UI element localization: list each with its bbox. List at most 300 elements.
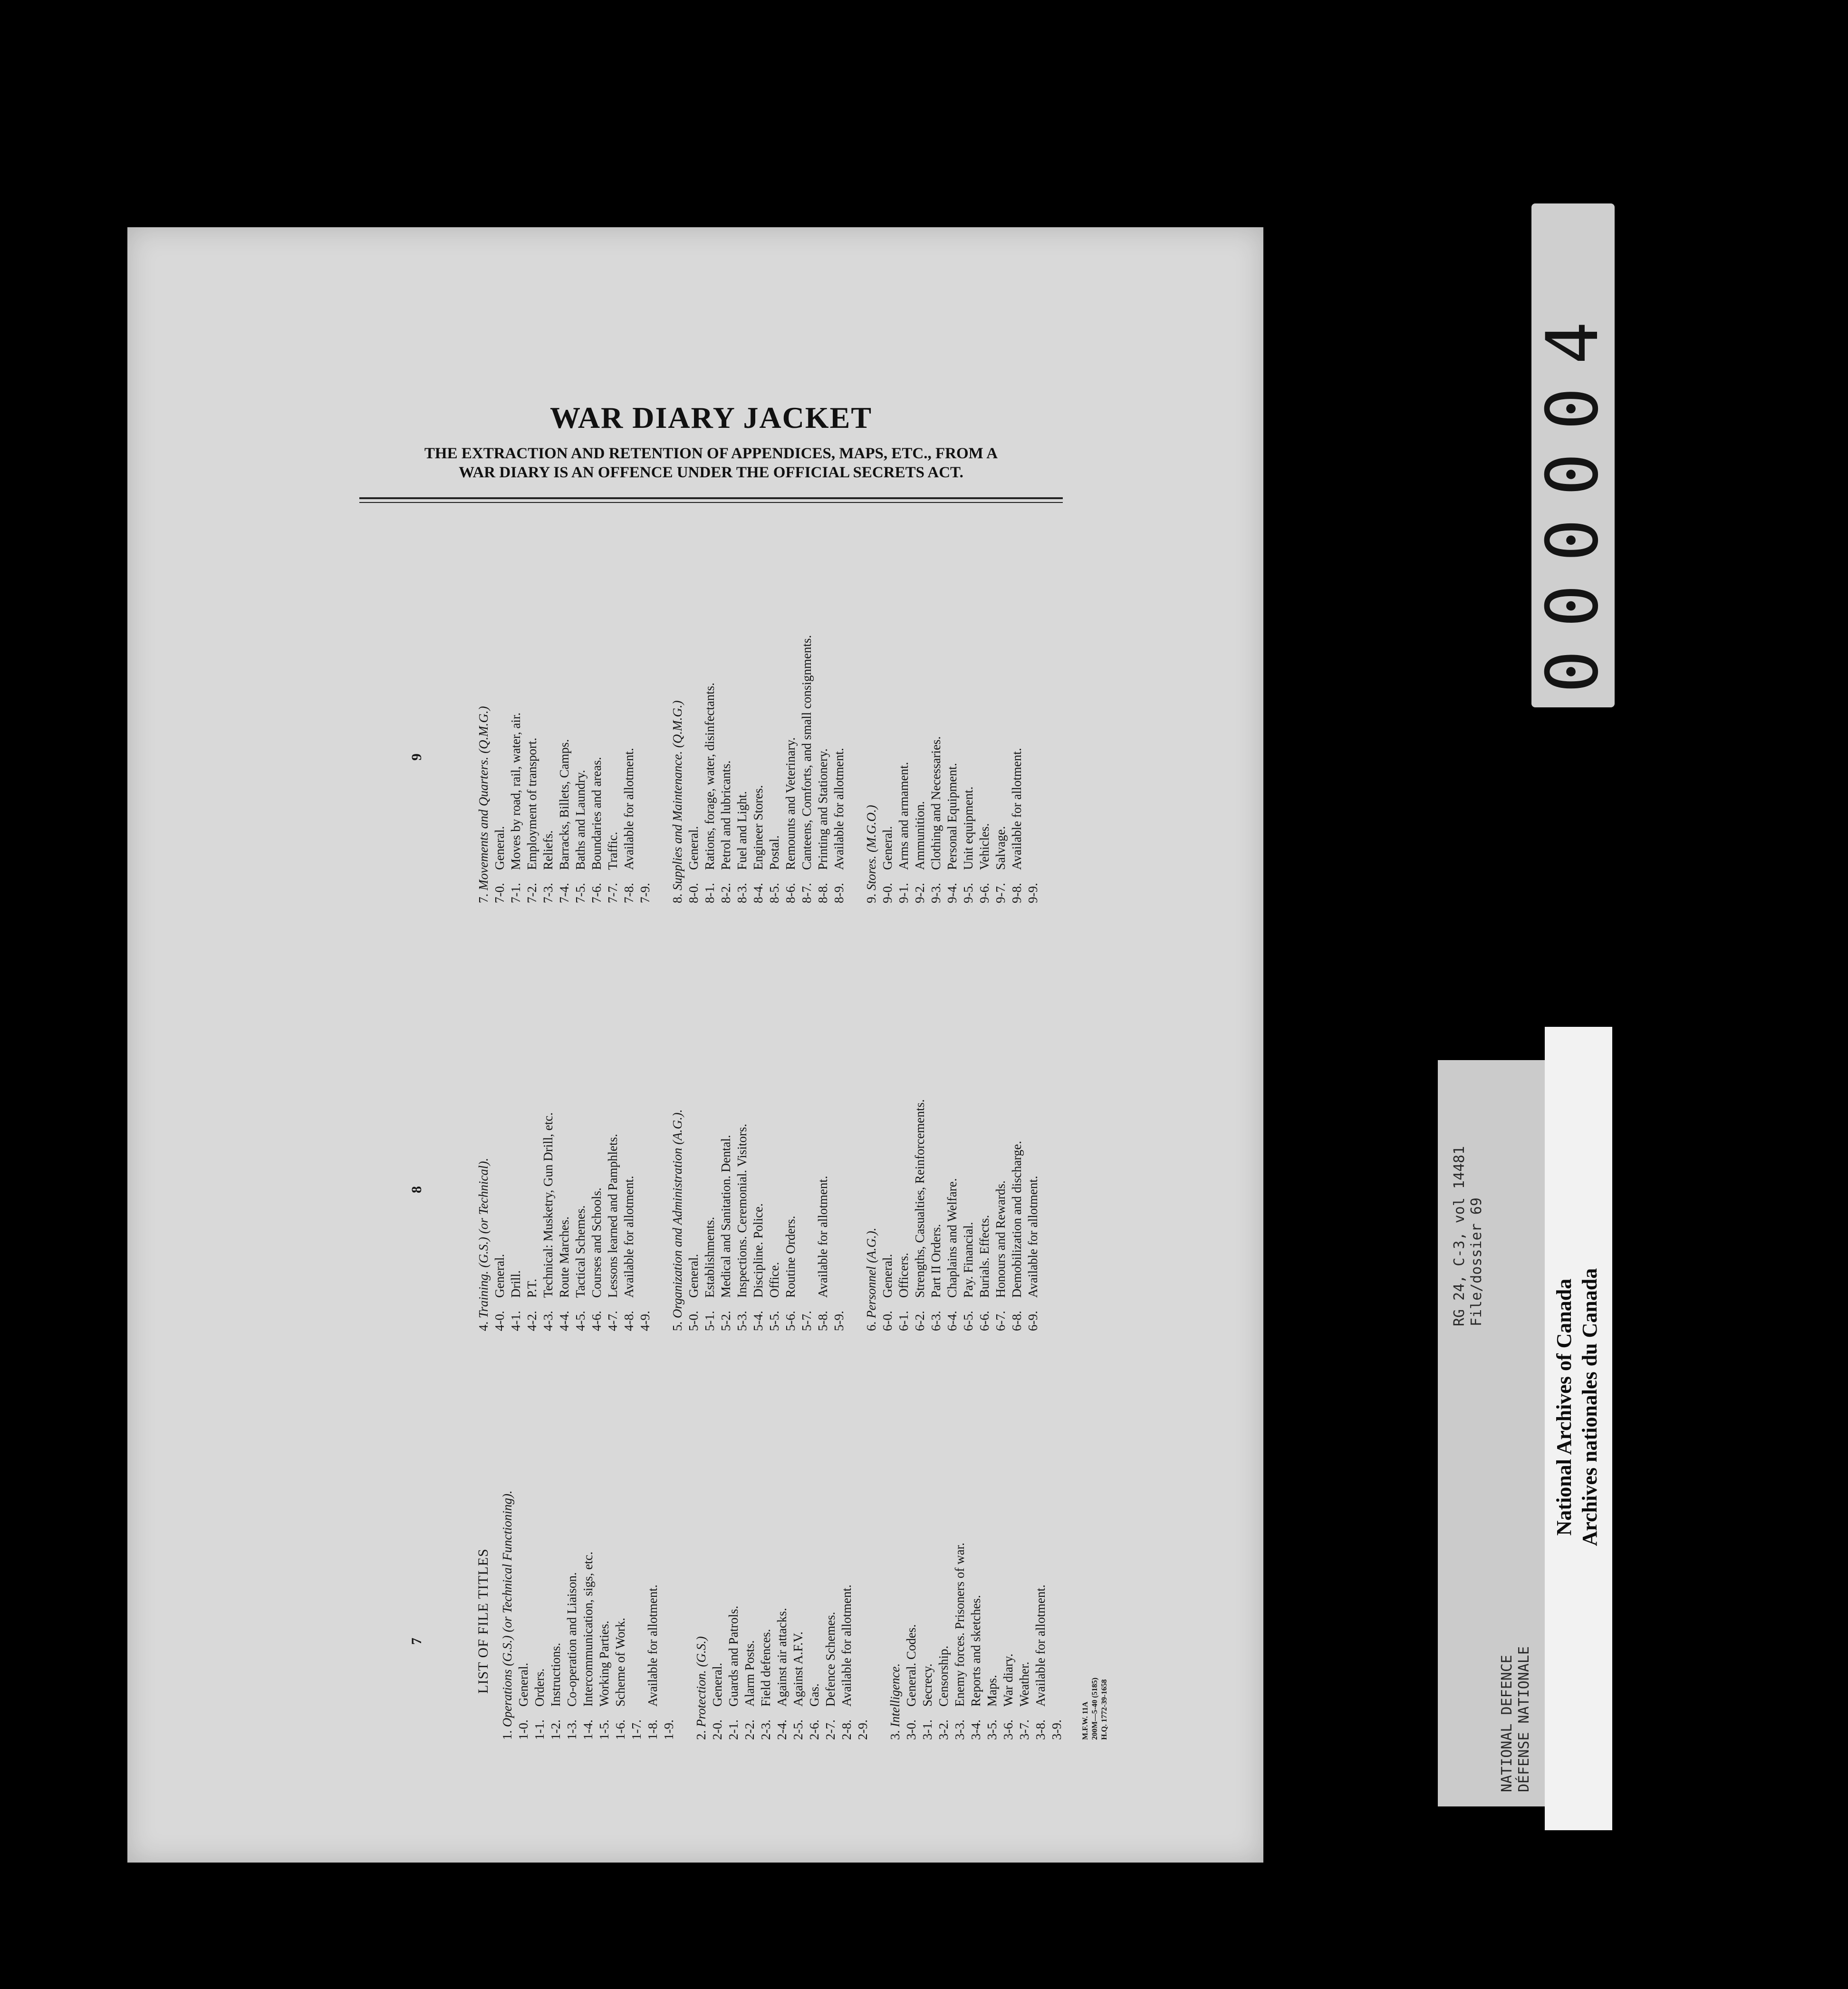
file-title-text: Postal. [767,835,781,870]
file-title-entry [1009,513,1025,903]
archive-name-fr: Archives nationales du Canada [1578,1268,1601,1546]
file-group-number: 5. [670,1321,684,1331]
file-code: 4-2. [525,1311,539,1331]
page-number-8: 8 [409,1186,424,1193]
file-code: 1-1. [532,1719,547,1740]
file-code: 2-5. [791,1719,805,1740]
file-code: 5-4. [751,1311,765,1331]
file-group [693,1350,871,1740]
record-group-reference [1451,1146,1485,1326]
file-title-text: Enemy forces. Prisoners of war. [953,1543,967,1707]
file-title-entry [588,941,605,1331]
file-title-text: Establishments. [703,1217,717,1298]
file-title-text: Moves by road, rail, water, air. [509,712,523,870]
file-title-text: Tactical Schemes. [573,1205,587,1298]
file-title-text: Office. [767,1262,781,1298]
department-name-en: NATIONAL DEFENCE [1499,1655,1515,1792]
file-title-entry [928,513,944,903]
file-title-entry [822,1350,838,1740]
file-title-text: General. [710,1662,724,1707]
file-title-text: Reliefs. [541,830,555,870]
file-code: 3-2. [936,1719,951,1740]
file-code: 9-0. [880,883,895,903]
file-title-text: General. [516,1662,530,1707]
file-title-entry [621,941,637,1331]
file-title-text: General. [880,826,895,870]
file-code: 9-4. [945,883,959,903]
file-code: 5-7. [799,1311,814,1331]
file-title-entry [855,1350,871,1740]
file-group-number: 6. [864,1321,878,1331]
file-title-entry [750,513,766,903]
file-title-entry [637,941,653,1331]
file-group-title: Intelligence. [888,1663,902,1727]
file-title-text: Available for allotment. [816,1176,830,1298]
file-title-entry [758,1350,774,1740]
file-title-entry [838,1350,855,1740]
file-code: 4-6. [589,1311,604,1331]
file-code: 2-7. [823,1719,837,1740]
file-code: 7-1. [509,883,523,903]
file-title-entry [572,513,588,903]
file-title-text: Canteens, Comforts, and small consignments. [799,635,814,870]
file-title-text: Maps. [985,1675,999,1707]
file-code: 9-5. [961,883,975,903]
file-code: 8-7. [799,883,814,903]
file-group-title: Supplies and Maintenance. (Q.M.G.) [670,700,684,890]
form-number: M.F.W. 11A [1081,1701,1089,1740]
file-code: 8-6. [783,883,798,903]
file-title-entry [766,941,782,1331]
file-code: 4-3. [541,1311,555,1331]
print-run: 200M—5-40 (5185) [1091,1677,1099,1740]
file-code: 6-9. [1026,1311,1040,1331]
file-group-number: 4. [476,1321,491,1331]
file-title-text: Available for allotment. [622,1176,636,1298]
frame-number: 000004 [1531,299,1614,693]
file-code: 9-1. [896,883,911,903]
file-title-text: Orders. [532,1668,547,1707]
file-code: 5-1. [703,1311,717,1331]
file-title-entry [952,1350,968,1740]
file-title-text: Chaplains and Welfare. [945,1178,959,1298]
file-code: 1-2. [549,1719,563,1740]
file-title-entry [984,1350,1000,1740]
file-group-title: Protection. (G.S.) [694,1636,708,1727]
file-group-heading [669,941,685,1331]
file-code: 7-0. [492,883,507,903]
file-title-entry [725,1350,741,1740]
file-title-entry [734,941,750,1331]
file-code: 2-4. [775,1719,789,1740]
file-title-entry [879,513,895,903]
file-code: 3-6. [1001,1719,1015,1740]
file-title-entry [637,513,653,903]
file-code: 4-9. [638,1311,652,1331]
file-code: 2-1. [726,1719,741,1740]
file-title-text: War diary. [1001,1653,1015,1707]
file-code: 6-7. [993,1311,1008,1331]
file-code: 2-3. [759,1719,773,1740]
file-titles-list [409,532,1108,1778]
file-title-entry [903,1350,919,1740]
file-title-text: Secrecy. [920,1663,934,1707]
file-group [887,1350,1065,1740]
secrecy-warning-line-2: WAR DIARY IS AN OFFENCE UNDER THE OFFICIAL SECRETS ACT. [459,464,963,481]
file-group-number: 1. [500,1730,514,1740]
file-group [475,513,653,903]
file-title-entry [960,941,976,1331]
file-group-title: Operations (G.S.) (or Technical Functioning). [500,1490,514,1727]
file-title-entry [806,1350,822,1740]
file-title-text: Field defences. [759,1629,773,1707]
file-title-entry [912,941,928,1331]
file-title-text: Ammunition. [913,801,927,870]
file-title-entry [556,941,572,1331]
file-title-entry [790,1350,806,1740]
record-group-line-1: RG 24, C-3, vol 14481 [1451,1146,1468,1326]
file-code: 8-5. [767,883,781,903]
file-title-entry [508,941,524,1331]
file-code: 6-8. [1010,1311,1024,1331]
file-code: 6-5. [961,1311,975,1331]
file-title-text: Printing and Stationery. [816,748,830,870]
file-title-text: Burials. Effects. [977,1215,991,1298]
file-title-entry [628,1350,645,1740]
file-title-entry [645,1350,661,1740]
file-title-entry [919,1350,935,1740]
file-title-entry [685,941,702,1331]
file-group-heading [693,1350,709,1740]
file-code: 8-3. [735,883,749,903]
file-title-entry [580,1350,596,1740]
file-title-entry [944,941,960,1331]
file-title-text: Petrol and lubricants. [719,760,733,870]
file-title-text: Personal Equipment. [945,763,959,870]
file-group-heading [475,941,491,1331]
file-title-text: Technical: Musketry, Gun Drill, etc. [541,1112,555,1298]
file-title-entry [524,513,540,903]
file-title-entry [799,941,815,1331]
file-title-entry [685,513,702,903]
file-code: 2-9. [856,1719,870,1740]
file-title-text: Arms and armament. [896,762,911,870]
file-title-text: General. Codes. [904,1624,918,1707]
file-code: 4-7. [606,1311,620,1331]
file-code: 1-9. [662,1719,676,1740]
file-code: 3-4. [969,1719,983,1740]
file-title-entry [1025,513,1041,903]
file-code: 5-2. [719,1311,733,1331]
file-title-entry [1000,1350,1016,1740]
file-title-entry [766,513,782,903]
file-title-entry [1009,941,1025,1331]
file-title-entry [968,1350,984,1740]
file-title-entry [718,513,734,903]
file-title-text: General. [686,826,701,870]
file-code: 1-0. [516,1719,530,1740]
file-title-text: Clothing and Necessaries. [929,736,943,870]
file-title-entry [1025,941,1041,1331]
file-title-text: Traffic. [606,831,620,870]
file-code: 5-3. [735,1311,749,1331]
file-title-entry [661,1350,677,1740]
file-title-text: Part II Orders. [929,1224,943,1298]
file-code: 7-6. [589,883,604,903]
file-group [863,941,1041,1331]
file-group-number: 7. [476,893,491,903]
file-code: 6-4. [945,1311,959,1331]
file-code: 3-5. [985,1719,999,1740]
file-title-text: Baths and Laundry. [573,770,587,870]
file-title-entry [702,941,718,1331]
file-title-entry [976,941,992,1331]
header-rule-thick [359,497,1063,499]
file-code: 1-7. [629,1719,644,1740]
file-code: 8-8. [816,883,830,903]
file-code: 8-4. [751,883,765,903]
file-code: 5-5. [767,1311,781,1331]
file-title-text: Unit equipment. [961,786,975,870]
file-title-entry [1049,1350,1065,1740]
file-title-text: Honours and Rewards. [993,1180,1008,1298]
file-code: 1-8. [645,1719,660,1740]
file-group-number: 3. [888,1730,902,1740]
file-code: 3-8. [1033,1719,1048,1740]
archive-name-label [1545,1027,1612,1830]
file-title-text: Discipline. Police. [751,1203,765,1298]
file-title-entry [944,513,960,903]
file-group-title: Training. (G.S.) (or Technical). [476,1158,491,1318]
archive-reference-label [1438,1060,1545,1806]
archive-name-en: National Archives of Canada [1552,1278,1576,1536]
file-title-entry [596,1350,612,1740]
file-code: 7-2. [525,883,539,903]
form-footnote [1081,1350,1109,1740]
file-title-text: General. [686,1254,701,1298]
file-title-entry [782,513,799,903]
file-code: 3-7. [1017,1719,1031,1740]
department-name [1499,1646,1533,1792]
file-title-text: Defence Schemes. [823,1612,837,1707]
file-title-entry [750,941,766,1331]
file-title-entry [895,513,912,903]
file-code: 4-8. [622,1311,636,1331]
file-title-text: Route Marches. [557,1217,571,1298]
file-title-text: Against air attacks. [775,1608,789,1707]
file-code: 3-9. [1049,1719,1064,1740]
file-title-entry [815,513,831,903]
file-title-text: Available for allotment. [1010,748,1024,870]
file-code: 1-3. [565,1719,579,1740]
file-code: 8-2. [719,883,733,903]
file-title-entry [612,1350,628,1740]
file-code: 3-3. [953,1719,967,1740]
file-code: 9-2. [913,883,927,903]
file-title-entry [935,1350,952,1740]
file-group-number: 8. [670,893,684,903]
file-title-entry [1016,1350,1032,1740]
file-title-text: Remounts and Veterinary. [783,737,798,870]
file-title-entry [741,1350,758,1740]
file-code: 2-2. [742,1719,757,1740]
file-title-text: Available for allotment. [1026,1176,1040,1298]
file-group-heading [863,513,879,903]
file-code: 5-9. [832,1311,846,1331]
page-numbers [409,532,428,1778]
file-code: 6-2. [913,1311,927,1331]
file-title-entry [928,941,944,1331]
file-title-entry [912,513,928,903]
file-code: 7-3. [541,883,555,903]
file-code: 1-4. [581,1719,595,1740]
file-title-entry [564,1350,580,1740]
file-title-text: Salvage. [993,826,1008,870]
file-code: 7-7. [606,883,620,903]
file-title-text: Inspections. Ceremonial. Visitors. [735,1123,749,1298]
file-title-entry [508,513,524,903]
file-code: 1-5. [597,1719,611,1740]
file-title-entry [605,513,621,903]
file-code: 2-0. [710,1719,724,1740]
file-group-heading [669,513,685,903]
department-name-fr: DÉFENSE NATIONALE [1516,1646,1532,1792]
file-group-title: Personnel (A.G.). [864,1227,878,1318]
file-code: 5-8. [816,1311,830,1331]
file-title-entry [879,941,895,1331]
file-code: 8-9. [832,883,846,903]
file-title-text: General. [492,826,507,870]
file-code: 3-0. [904,1719,918,1740]
file-title-text: Gas. [807,1683,821,1707]
file-title-text: Medical and Sanitation. Dental. [719,1135,733,1298]
file-titles-column-2 [475,941,1057,1331]
file-group-heading [499,1350,515,1740]
file-title-entry [572,941,588,1331]
secrecy-warning-line-1: THE EXTRACTION AND RETENTION OF APPENDICES, MAPS, ETC., FROM A [424,445,998,462]
record-group-line-2: File/dossier 69 [1468,1197,1485,1326]
file-code: 2-8. [839,1719,854,1740]
file-title-text: Demobilization and discharge. [1010,1140,1024,1298]
file-title-text: Available for allotment. [832,748,846,870]
file-title-text: General. [492,1254,507,1298]
file-title-text: Against A.F.V. [791,1632,805,1707]
file-title-text: Employment of transport. [525,737,539,870]
file-group [669,941,847,1331]
file-title-entry [540,941,556,1331]
file-code: 6-1. [896,1311,911,1331]
file-title-text: Instructions. [549,1642,563,1707]
file-title-entry [540,513,556,903]
file-title-entry [782,941,799,1331]
file-title-text: Co-operation and Liaison. [565,1572,579,1707]
file-title-entry [718,941,734,1331]
file-code: 7-9. [638,883,652,903]
file-title-text: Censorship. [936,1645,951,1707]
file-title-entry [605,941,621,1331]
file-title-text: Available for allotment. [622,748,636,870]
file-title-text: Rations, forage, water, disinfectants. [703,682,717,870]
hq-file-number: H.Q. 1772-39-1658 [1100,1679,1108,1740]
file-group-heading [887,1350,903,1740]
file-title-text: Available for allotment. [839,1584,854,1707]
file-title-entry [702,513,718,903]
file-title-entry [621,513,637,903]
file-title-entry [992,941,1009,1331]
file-title-text: Drill. [509,1270,523,1298]
file-group [669,513,847,903]
file-code: 4-0. [492,1311,507,1331]
file-titles-column-3 [475,513,1057,903]
file-title-text: Strengths, Casualties, Reinforcements. [913,1099,927,1298]
file-title-text: P.T. [525,1278,539,1298]
file-group-number: 9. [864,893,878,903]
file-title-text: Intercommunication, sigs, etc. [581,1551,595,1707]
file-title-text: Working Parties. [597,1621,611,1707]
file-code: 8-0. [686,883,701,903]
file-title-entry [734,513,750,903]
file-code: 4-1. [509,1311,523,1331]
file-title-text: Lessons learned and Pamphlets. [606,1134,620,1298]
file-title-entry [895,941,912,1331]
file-title-entry [588,513,605,903]
file-code: 7-4. [557,883,571,903]
file-code: 4-4. [557,1311,571,1331]
file-title-text: Routine Orders. [783,1216,798,1298]
file-title-entry [515,1350,531,1740]
file-group [499,1350,677,1740]
file-title-entry [491,941,508,1331]
file-title-text: Pay. Financial. [961,1222,975,1298]
file-title-entry [799,513,815,903]
file-title-text: Guards and Patrols. [726,1605,741,1707]
file-code: 7-8. [622,883,636,903]
jacket-title: WAR DIARY JACKET [549,401,873,434]
file-group-heading [475,513,491,903]
file-code: 4-5. [573,1311,587,1331]
file-title-entry [976,513,992,903]
file-title-entry [815,941,831,1331]
file-title-text: Reports and sketches. [969,1595,983,1707]
file-title-text: General. [880,1254,895,1298]
file-title-entry [709,1350,725,1740]
file-code: 9-6. [977,883,991,903]
file-title-text: Vehicles. [977,823,991,870]
file-title-text: Boundaries and areas. [589,757,604,870]
file-group [863,513,1041,903]
file-title-entry [531,1350,548,1740]
file-title-entry [556,513,572,903]
file-title-entry [491,513,508,903]
file-group-title: Organization and Administration (A.G.). [670,1109,684,1318]
file-code: 9-3. [929,883,943,903]
file-code: 8-1. [703,883,717,903]
file-title-entry [831,941,847,1331]
file-title-text: Barracks, Billets, Camps. [557,739,571,870]
file-title-text: Available for allotment. [645,1584,660,1707]
file-title-text: Fuel and Light. [735,791,749,870]
file-group [475,941,653,1331]
jacket-header [359,400,1063,482]
file-code: 9-8. [1010,883,1024,903]
file-titles-column-1 [475,1350,1109,1740]
file-title-entry [831,513,847,903]
file-title-text: Officers. [896,1253,911,1298]
frame-number-stamp [1531,203,1615,707]
file-code: 6-6. [977,1311,991,1331]
file-code: 6-0. [880,1311,895,1331]
file-title-text: Available for allotment. [1033,1584,1048,1707]
